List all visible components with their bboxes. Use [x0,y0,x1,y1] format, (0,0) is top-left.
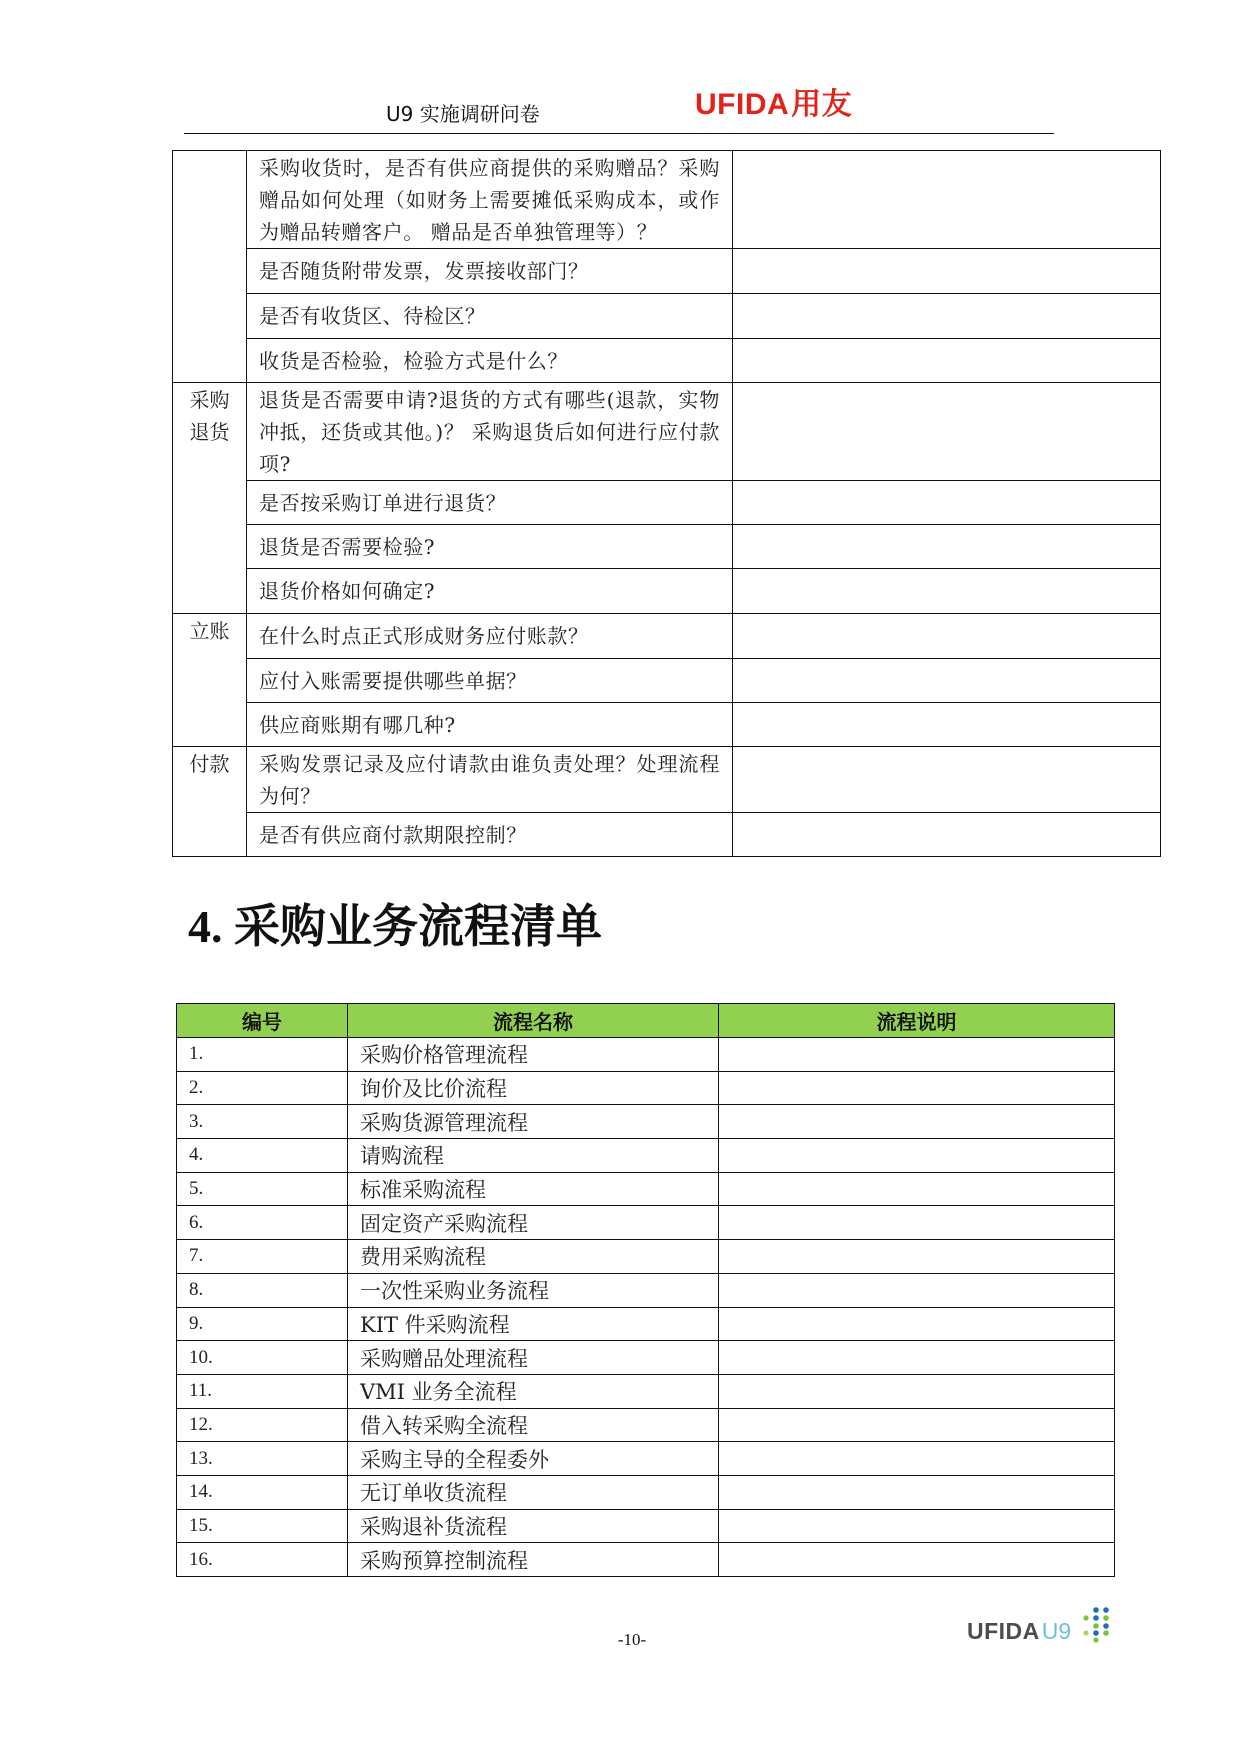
process-name: KIT 件采购流程 [348,1307,719,1341]
process-name: 采购价格管理流程 [348,1038,719,1072]
table-row [173,703,1161,747]
column-header-process-name: 流程名称 [348,1004,719,1038]
table-header-row [177,1004,1115,1038]
ufida-logo [695,88,852,122]
process-name: VMI 业务全流程 [348,1374,719,1408]
category-cell [173,614,247,747]
u9-dots-logo-icon [1081,1606,1111,1644]
row-number: 5. [177,1172,348,1206]
process-description [719,1374,1115,1408]
category-cell [173,151,247,383]
question-cell: 是否有收货区、待检区？ [247,294,733,339]
question-cell: 采购发票记录及应付请款由谁负责处理？处理流程为何？ [247,747,733,813]
question-cell: 应付入账需要提供哪些单据？ [247,659,733,703]
question-cell: 供应商账期有哪几种? [247,703,733,747]
answer-cell [733,151,1161,249]
process-list-table [176,1003,1115,1577]
table-row [173,151,1161,249]
answer-cell [733,294,1161,339]
process-name: 一次性采购业务流程 [348,1273,719,1307]
question-cell: 退货是否需要检验? [247,525,733,569]
answer-cell [733,703,1161,747]
table-row [173,525,1161,569]
process-name: 费用采购流程 [348,1240,719,1274]
table-row [177,1509,1115,1543]
answer-cell [733,659,1161,703]
process-description [719,1105,1115,1139]
row-number: 14. [177,1475,348,1509]
process-name: 请购流程 [348,1139,719,1173]
row-number: 8. [177,1273,348,1307]
row-number: 2. [177,1071,348,1105]
column-header-number: 编号 [177,1004,348,1038]
table-row [173,614,1161,659]
table-row [177,1071,1115,1105]
table-row [173,383,1161,481]
category-cell [173,383,247,614]
row-number: 15. [177,1509,348,1543]
table-row [173,249,1161,294]
table-row [177,1543,1115,1577]
table-row [177,1206,1115,1240]
row-number: 1. [177,1038,348,1072]
table-row [177,1139,1115,1173]
row-number: 9. [177,1307,348,1341]
process-name: 询价及比价流程 [348,1071,719,1105]
table-row [177,1341,1115,1375]
row-number: 16. [177,1543,348,1577]
answer-cell [733,339,1161,383]
table-row [173,813,1161,857]
row-number: 6. [177,1206,348,1240]
category-cell [173,747,247,857]
table-row [173,339,1161,383]
process-description [719,1307,1115,1341]
answer-cell [733,614,1161,659]
row-number: 12. [177,1408,348,1442]
answer-cell [733,525,1161,569]
process-description [719,1475,1115,1509]
table-row [177,1475,1115,1509]
process-name: 无订单收货流程 [348,1475,719,1509]
footer-logo-text: UFIDA [967,1618,1040,1644]
process-name: 标准采购流程 [348,1172,719,1206]
table-row [177,1240,1115,1274]
table-row [177,1408,1115,1442]
process-description [719,1509,1115,1543]
footer-logo [967,1616,1071,1646]
process-name: 采购预算控制流程 [348,1543,719,1577]
question-cell: 在什么时点正式形成财务应付账款？ [247,614,733,659]
header-divider [184,133,1054,134]
table-row [177,1442,1115,1476]
question-cell: 是否随货附带发票，发票接收部门？ [247,249,733,294]
answer-cell [733,383,1161,481]
process-description [719,1206,1115,1240]
process-description [719,1442,1115,1476]
table-row [177,1038,1115,1072]
process-name: 采购退补货流程 [348,1509,719,1543]
table-row [177,1105,1115,1139]
answer-cell [733,813,1161,857]
row-number: 3. [177,1105,348,1139]
process-name: 借入转采购全流程 [348,1408,719,1442]
process-description [719,1240,1115,1274]
table-row [177,1374,1115,1408]
logo-cjk-text: 用友 [791,88,853,121]
question-cell: 是否有供应商付款期限控制？ [247,813,733,857]
column-header-description: 流程说明 [719,1004,1115,1038]
page-number: -10- [617,1630,647,1649]
survey-question-table [172,150,1161,857]
table-row [173,659,1161,703]
process-name: 采购赠品处理流程 [348,1341,719,1375]
table-row [173,569,1161,614]
question-cell: 是否按采购订单进行退货？ [247,481,733,525]
table-row [177,1273,1115,1307]
logo-text: UFIDA [695,88,790,121]
process-name: 采购主导的全程委外 [348,1442,719,1476]
footer-logo-product: U9 [1041,1618,1072,1644]
process-description [719,1172,1115,1206]
table-row [177,1172,1115,1206]
row-number: 13. [177,1442,348,1476]
category-label: 立账 [189,619,230,643]
question-cell: 退货是否需要申请?退货的方式有哪些(退款，实物冲抵，还货或其他。)？ 采购退货后如何进行应付款项? [247,383,733,481]
question-cell: 采购收货时，是否有供应商提供的采购赠品？采购赠品如何处理（如财务上需要摊低采购成本，或作为赠品转赠客户。 赠品是否单独管理等）？ [247,151,733,249]
row-number: 11. [177,1374,348,1408]
process-description [719,1273,1115,1307]
category-label: 付款 [189,752,230,776]
table-row [173,294,1161,339]
section-heading: 4. 采购业务流程清单 [188,901,602,952]
category-label: 采购退货 [189,388,230,444]
process-name: 固定资产采购流程 [348,1206,719,1240]
answer-cell [733,569,1161,614]
process-description [719,1408,1115,1442]
row-number: 4. [177,1139,348,1173]
process-description [719,1139,1115,1173]
answer-cell [733,747,1161,813]
process-name: 采购货源管理流程 [348,1105,719,1139]
question-cell: 收货是否检验，检验方式是什么？ [247,339,733,383]
process-description [719,1038,1115,1072]
process-description [719,1341,1115,1375]
row-number: 7. [177,1240,348,1274]
table-row [177,1307,1115,1341]
process-description [719,1543,1115,1577]
row-number: 10. [177,1341,348,1375]
answer-cell [733,249,1161,294]
answer-cell [733,481,1161,525]
table-row [173,747,1161,813]
question-cell: 退货价格如何确定? [247,569,733,614]
table-row [173,481,1161,525]
document-title: U9 实施调研问卷 [386,102,540,126]
process-description [719,1071,1115,1105]
